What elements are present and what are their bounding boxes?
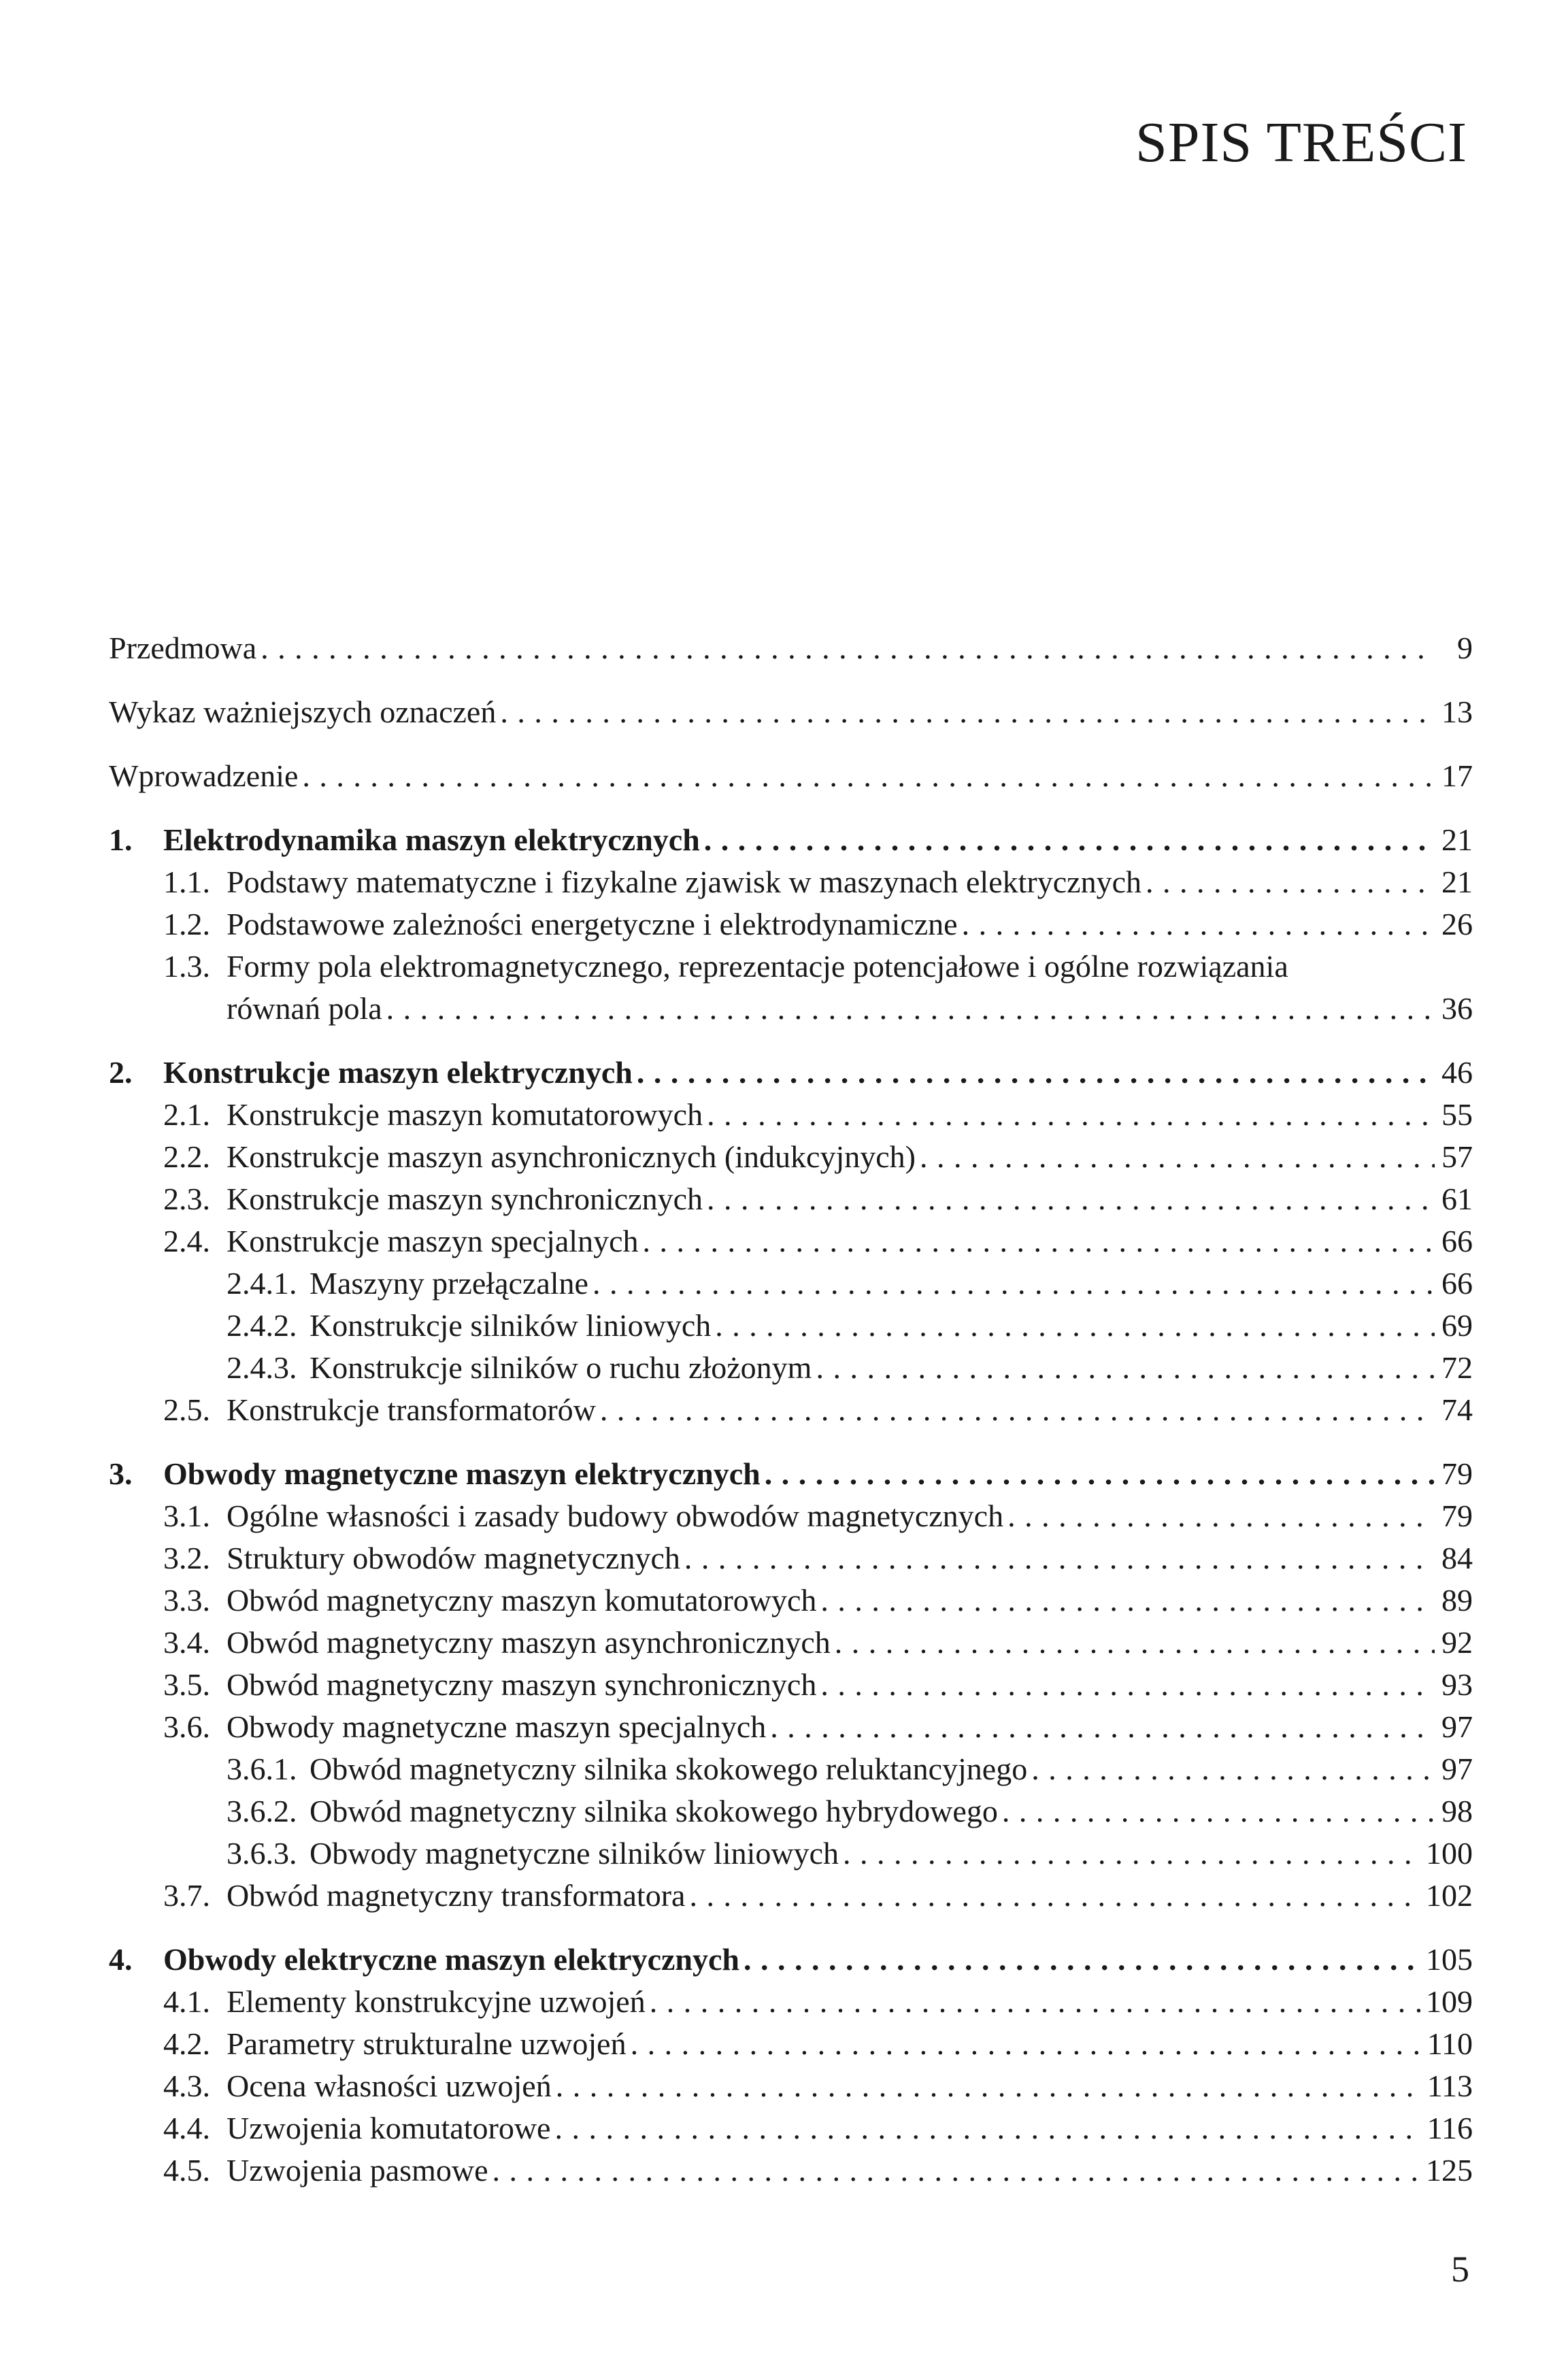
toc-entry-title: Podstawowe zależności energetyczne i elektrodynamiczne: [227, 907, 958, 941]
toc-page-number: 116: [1427, 2111, 1473, 2145]
toc-entry-title: Obwody magnetyczne maszyn elektrycznych: [163, 1456, 761, 1491]
toc-number: 1.2.: [163, 907, 210, 941]
dot-leader: [1146, 861, 1435, 903]
toc-section-4-1[interactable]: [0, 1981, 1568, 2023]
toc-entry-title: Obwód magnetyczny maszyn asynchronicznych: [227, 1625, 831, 1660]
toc-number: 4.: [109, 1942, 133, 1977]
toc-number: 1.1.: [163, 865, 210, 899]
toc-chapter-2[interactable]: [0, 1052, 1568, 1094]
toc-entry-title: Podstawy matematyczne i fizykalne zjawisk w maszynach elektrycznych: [227, 865, 1141, 899]
toc-page-number: 102: [1426, 1878, 1473, 1913]
toc-page-number: 9: [1457, 631, 1473, 665]
toc-number: 2.: [109, 1055, 133, 1090]
toc-entry-title: Obwód magnetyczny silnika skokowego reluktancyjnego: [310, 1752, 1028, 1786]
toc-page-number: 84: [1441, 1541, 1473, 1575]
toc-page-number: 66: [1441, 1224, 1473, 1258]
toc-section-4-4[interactable]: [0, 2107, 1568, 2149]
page-title: SPIS TREŚCI: [1135, 111, 1467, 174]
toc-section-3-7[interactable]: [0, 1875, 1568, 1917]
toc-section-1-2[interactable]: [0, 903, 1568, 945]
toc-entry-title: Wykaz ważniejszych oznaczeń: [109, 694, 497, 729]
toc-page-number: 55: [1441, 1097, 1473, 1132]
dot-leader: [770, 1706, 1435, 1748]
toc-number: 3.3.: [163, 1583, 210, 1618]
dot-leader: [1031, 1748, 1435, 1790]
toc-page-number: 57: [1441, 1139, 1473, 1174]
dot-leader: [715, 1305, 1435, 1347]
dot-leader: [593, 1262, 1435, 1305]
dot-leader: [835, 1622, 1435, 1664]
toc-page-number: 110: [1427, 2026, 1473, 2061]
toc-entry-title: Konstrukcje maszyn elektrycznych: [163, 1055, 633, 1090]
toc-number: 3.6.3.: [227, 1836, 297, 1871]
toc-section-4-2[interactable]: [0, 2023, 1568, 2065]
toc-number: 2.1.: [163, 1097, 210, 1132]
toc-subsection-2-4-2[interactable]: [0, 1305, 1568, 1347]
dot-leader: [920, 1136, 1435, 1178]
toc-entry-title: Przedmowa: [109, 631, 257, 665]
toc-entry-title: Konstrukcje maszyn asynchronicznych (indukcyjnych): [227, 1139, 916, 1174]
toc-subsection-2-4-1[interactable]: [0, 1262, 1568, 1305]
dot-leader: [261, 627, 1435, 669]
toc-entry-title-line2: równań pola: [227, 991, 382, 1026]
toc-page-number: 79: [1441, 1456, 1473, 1491]
toc-subsection-3-6-2[interactable]: [0, 1790, 1568, 1832]
dot-leader: [302, 755, 1435, 797]
toc-entry-title: Konstrukcje silników o ruchu złożonym: [310, 1350, 812, 1385]
toc-number: 3.6.1.: [227, 1752, 297, 1786]
toc-entry-title: Obwód magnetyczny transformatora: [227, 1878, 686, 1913]
dot-leader: [820, 1664, 1435, 1706]
toc-entry-title: Elementy konstrukcyjne uzwojeń: [227, 1984, 646, 2019]
toc-section-4-3[interactable]: [0, 2065, 1568, 2107]
toc-page-number: 92: [1441, 1625, 1473, 1660]
toc-number: 3.7.: [163, 1878, 210, 1913]
toc-number: 3.6.2.: [227, 1794, 297, 1828]
toc-section-3-3[interactable]: [0, 1579, 1568, 1622]
toc-page-number: 21: [1441, 865, 1473, 899]
toc-entry-title: Wprowadzenie: [109, 758, 299, 793]
toc-number: 2.2.: [163, 1139, 210, 1174]
dot-leader: [707, 1178, 1435, 1220]
toc-number: 4.4.: [163, 2111, 210, 2145]
toc-page-number: 125: [1426, 2153, 1473, 2188]
toc-entry-wprowadzenie[interactable]: [0, 755, 1568, 797]
toc-number: 2.4.1.: [227, 1266, 297, 1301]
toc-number: 4.2.: [163, 2026, 210, 2061]
toc-number: 2.4.2.: [227, 1308, 297, 1343]
toc-entry-title: Uzwojenia pasmowe: [227, 2153, 488, 2188]
toc-entry-title: Obwód magnetyczny maszyn komutatorowych: [227, 1583, 817, 1618]
dot-leader: [637, 1052, 1435, 1094]
toc-number: 1.: [109, 822, 133, 857]
toc-page-number: 69: [1441, 1308, 1473, 1343]
toc-number: 3.4.: [163, 1625, 210, 1660]
toc-entry-title: Maszyny przełączalne: [310, 1266, 588, 1301]
toc-section-2-1[interactable]: [0, 1094, 1568, 1136]
dot-leader: [600, 1389, 1435, 1431]
dot-leader: [820, 1579, 1435, 1622]
toc-page-number: 97: [1441, 1709, 1473, 1744]
dot-leader: [684, 1537, 1435, 1579]
toc-number: 4.5.: [163, 2153, 210, 2188]
toc-number: 2.4.: [163, 1224, 210, 1258]
toc-entry-title-line1: Formy pola elektromagnetycznego, reprezentacje potencjałowe i ogólne rozwiązania: [227, 949, 1288, 984]
toc-entry-title: Parametry strukturalne uzwojeń: [227, 2026, 627, 2061]
dot-leader: [386, 988, 1435, 1030]
dot-leader: [962, 903, 1435, 945]
toc-entry-title: Konstrukcje maszyn komutatorowych: [227, 1097, 703, 1132]
toc-number: 3.1.: [163, 1498, 210, 1533]
dot-leader: [765, 1453, 1435, 1495]
toc-section-1-1[interactable]: [0, 861, 1568, 903]
toc-section-3-4[interactable]: [0, 1622, 1568, 1664]
toc-subsection-3-6-1[interactable]: [0, 1748, 1568, 1790]
toc-page-number: 89: [1441, 1583, 1473, 1618]
toc-page-number: 17: [1441, 758, 1473, 793]
toc-number: 1.3.: [163, 949, 210, 984]
toc-entry-title: Konstrukcje maszyn specjalnych: [227, 1224, 639, 1258]
toc-entry-title: Obwody elektryczne maszyn elektrycznych: [163, 1942, 740, 1977]
toc-page-number: 109: [1426, 1984, 1473, 2019]
toc-page-number: 97: [1441, 1752, 1473, 1786]
toc-section-2-4[interactable]: [0, 1220, 1568, 1262]
toc-entry-title: Struktury obwodów magnetycznych: [227, 1541, 680, 1575]
dot-leader: [642, 1220, 1435, 1262]
toc-number: 3.2.: [163, 1541, 210, 1575]
dot-leader: [1002, 1790, 1435, 1832]
dot-leader: [493, 2149, 1422, 2192]
dot-leader: [707, 1094, 1435, 1136]
dot-leader: [816, 1347, 1435, 1389]
toc-number: 2.4.3.: [227, 1350, 297, 1385]
toc-section-1-3-continued[interactable]: [0, 988, 1568, 1030]
toc-page-number: 46: [1441, 1055, 1473, 1090]
toc-page-number: 74: [1441, 1392, 1473, 1427]
toc-section-2-5[interactable]: [0, 1389, 1568, 1431]
dot-leader: [1007, 1495, 1435, 1537]
toc-number: 4.3.: [163, 2069, 210, 2103]
toc-section-1-3[interactable]: [0, 945, 1568, 988]
dot-leader: [744, 1939, 1422, 1981]
toc-number: 2.3.: [163, 1182, 210, 1216]
toc-entry-title: Konstrukcje maszyn synchronicznych: [227, 1182, 703, 1216]
toc-entry-title: Ogólne własności i zasady budowy obwodów magnetycznych: [227, 1498, 1004, 1533]
toc-page-number: 21: [1441, 822, 1473, 857]
toc-page-number: 98: [1441, 1794, 1473, 1828]
toc-number: 3.6.: [163, 1709, 210, 1744]
dot-leader: [554, 2107, 1422, 2149]
page-number: 5: [1451, 2249, 1469, 2290]
toc-number: 3.: [109, 1456, 133, 1491]
toc-page-number: 66: [1441, 1266, 1473, 1301]
toc-page-number: 100: [1426, 1836, 1473, 1871]
toc-entry-title: Ocena własności uzwojeń: [227, 2069, 552, 2103]
toc-section-3-5[interactable]: [0, 1664, 1568, 1706]
toc-page-number: 61: [1441, 1182, 1473, 1216]
toc-chapter-4[interactable]: [0, 1939, 1568, 1981]
toc-chapter-1[interactable]: [0, 819, 1568, 861]
toc-page-number: 93: [1441, 1667, 1473, 1702]
toc-entry-title: Obwody magnetyczne maszyn specjalnych: [227, 1709, 767, 1744]
toc-subsection-3-6-3[interactable]: [0, 1832, 1568, 1875]
toc-section-4-5[interactable]: [0, 2149, 1568, 2192]
toc-entry-title: Uzwojenia komutatorowe: [227, 2111, 551, 2145]
toc-entry-przedmowa[interactable]: [0, 627, 1568, 669]
toc-section-2-3[interactable]: [0, 1178, 1568, 1220]
toc-section-3-2[interactable]: [0, 1537, 1568, 1579]
toc-number: 2.5.: [163, 1392, 210, 1427]
toc-page-number: 113: [1427, 2069, 1473, 2103]
toc-page-number: 13: [1441, 694, 1473, 729]
dot-leader: [689, 1875, 1422, 1917]
toc-entry-title: Konstrukcje silników liniowych: [310, 1308, 712, 1343]
dot-leader: [650, 1981, 1422, 2023]
toc-section-3-6[interactable]: [0, 1706, 1568, 1748]
toc-number: 4.1.: [163, 1984, 210, 2019]
toc-subsection-2-4-3[interactable]: [0, 1347, 1568, 1389]
toc-page-number: 105: [1426, 1942, 1473, 1977]
toc-page-number: 72: [1441, 1350, 1473, 1385]
toc-entry-title: Obwód magnetyczny maszyn synchronicznych: [227, 1667, 817, 1702]
toc-section-2-2[interactable]: [0, 1136, 1568, 1178]
toc-entry-title: Elektrodynamika maszyn elektrycznych: [163, 822, 700, 857]
dot-leader: [704, 819, 1435, 861]
toc-chapter-3[interactable]: [0, 1453, 1568, 1495]
toc-entry-wykaz[interactable]: [0, 691, 1568, 733]
toc-page-number: 79: [1441, 1498, 1473, 1533]
toc-page-number: 26: [1441, 907, 1473, 941]
toc-entry-title: Konstrukcje transformatorów: [227, 1392, 596, 1427]
toc-entry-title: Obwód magnetyczny silnika skokowego hybrydowego: [310, 1794, 998, 1828]
dot-leader: [556, 2065, 1423, 2107]
dot-leader: [631, 2023, 1423, 2065]
dot-leader: [500, 691, 1435, 733]
toc-page-number: 36: [1441, 991, 1473, 1026]
toc-entry-title: Obwody magnetyczne silników liniowych: [310, 1836, 839, 1871]
toc-number: 3.5.: [163, 1667, 210, 1702]
toc-section-3-1[interactable]: [0, 1495, 1568, 1537]
dot-leader: [843, 1832, 1422, 1875]
